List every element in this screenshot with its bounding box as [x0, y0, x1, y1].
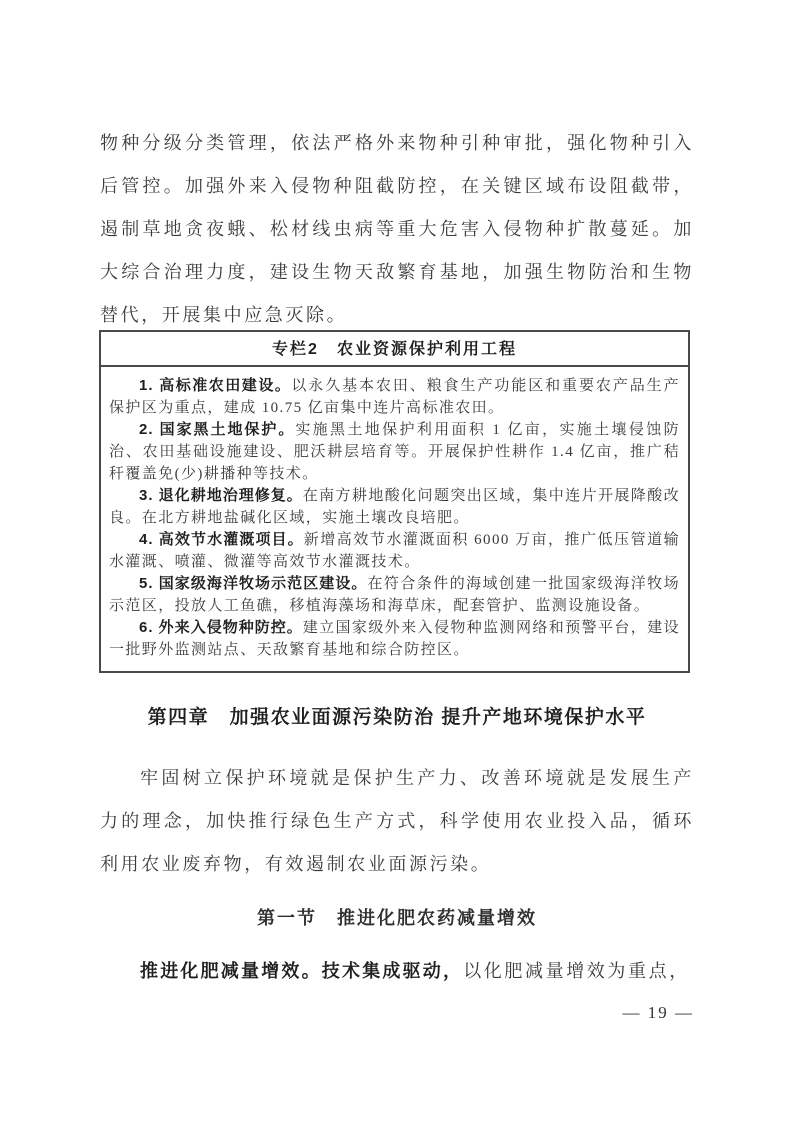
- chapter-heading: 第四章 加强农业面源污染防治 提升产地环境保护水平: [147, 707, 647, 728]
- box-item-5-text: 在符合条件的海域创建一批国家级海洋牧场示范区，投放人工鱼礁，移植海藻场和海草床，配套管护、监测设施设备。: [109, 576, 680, 614]
- chapter-intro-paragraph: 牢固树立保护环境就是保护生产力、改善环境就是发展生产力的理念，加快推行绿色生产方式，科学使用农业投入品，循环利用农业废弃物，有效遏制农业面源污染。: [100, 768, 694, 874]
- section-heading: 第一节 推进化肥农药减量增效: [257, 908, 537, 928]
- page-number: — 19 —: [622, 1003, 694, 1022]
- box-item-4-label: 4. 高效节水灌溉项目。: [139, 531, 304, 548]
- box-item-6-text: 建立国家级外来入侵物种监测网络和预警平台，建设一批野外监测站点、天敌繁育基地和综合防控区。: [109, 620, 680, 658]
- box-item-5: [109, 573, 680, 617]
- box-item-4-text: 新增高效节水灌溉面积 6000 万亩，推广低压管道输水灌溉、喷灌、微灌等高效节水灌溉技术。: [109, 532, 680, 570]
- closing-paragraph: [100, 950, 694, 993]
- feature-box-column-2: [99, 330, 690, 673]
- box-item-1: [109, 375, 680, 419]
- box-item-3-text: 在南方耕地酸化问题突出区域，集中连片开展降酸改良。在北方耕地盐碱化区域，实施土壤改良培肥。: [109, 488, 680, 526]
- box-item-1-text: 以永久基本农田、粮食生产功能区和重要农产品生产保护区为重点，建成 10.75 亿亩集中连片高标准农田。: [109, 378, 680, 416]
- box-item-5-label: 5. 国家级海洋牧场示范区建设。: [139, 575, 368, 592]
- box-item-2-label: 2. 国家黑土地保护。: [139, 421, 296, 438]
- box-item-4: [109, 529, 680, 573]
- closing-paragraph-text: 以化肥减量增效为重点，: [463, 961, 690, 981]
- intro-paragraph: 物种分级分类管理，依法严格外来物种引种审批，强化物种引入后管控。加强外来入侵物种阻截防控，在关键区域布设阻截带，遏制草地贪夜蛾、松材线虫病等重大危害入侵物种扩散蔓延。加大综合治理力度，建设生物天敌繁育基地，加强生物防治和生物替代，开展集中应急灭除。: [100, 133, 694, 325]
- box-item-6-label: 6. 外来入侵物种防控。: [139, 619, 303, 636]
- box-item-1-label: 1. 高标准农田建设。: [139, 377, 292, 394]
- box-item-3-label: 3. 退化耕地治理修复。: [139, 487, 303, 504]
- box-item-6: [109, 617, 680, 661]
- closing-paragraph-bold-lead: 推进化肥减量增效。技术集成驱动，: [140, 961, 464, 981]
- box-item-2: [109, 419, 680, 485]
- box-item-2-text: 实施黑土地保护利用面积 1 亿亩，实施土壤侵蚀防治、农田基础设施建设、肥沃耕层培育等。开展保护性耕作 1.4 亿亩，推广秸秆覆盖免(少)耕播种等技术。: [109, 422, 680, 482]
- feature-box-body: [101, 367, 688, 671]
- box-item-3: [109, 485, 680, 529]
- feature-box-title: 专栏2 农业资源保护利用工程: [101, 332, 688, 367]
